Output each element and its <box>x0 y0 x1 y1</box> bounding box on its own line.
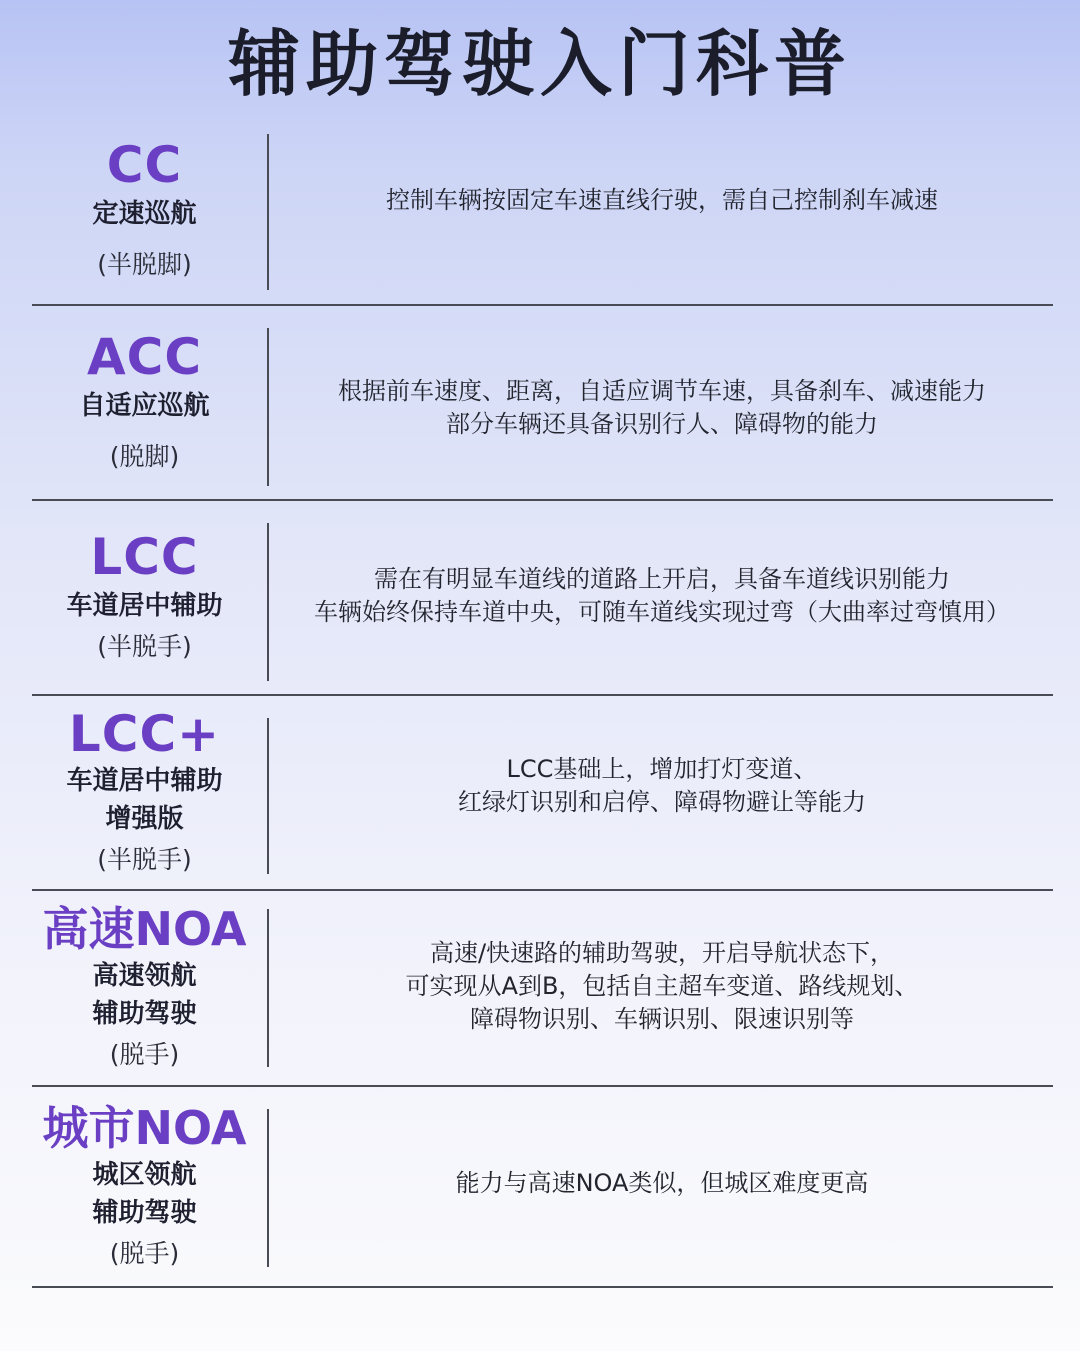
table-row-acc <box>32 306 1053 501</box>
column-divider <box>267 523 269 681</box>
hands-feet-mode: (脱手) <box>109 1040 180 1069</box>
column-divider <box>267 328 269 486</box>
feature-abbr: 城市NOA <box>42 1100 247 1155</box>
hands-feet-mode: (脱脚) <box>109 441 180 471</box>
hands-feet-mode: (半脱脚) <box>97 250 192 279</box>
table-row-lcc <box>32 501 1053 696</box>
feature-name: 高速领航 <box>92 961 197 991</box>
feature-table <box>32 112 1053 1288</box>
description-line: 可实现从A到B，包括自主超车变道、路线规划、 <box>405 971 919 1000</box>
column-divider <box>267 718 269 874</box>
feature-abbr: LCC+ <box>68 704 221 763</box>
feature-name: 辅助驾驶 <box>92 1197 197 1228</box>
row-label-cell <box>32 306 257 499</box>
feature-abbr: 高速NOA <box>42 902 247 956</box>
row-description-cell <box>257 501 1053 694</box>
row-description-cell <box>257 306 1053 499</box>
row-description-cell <box>257 891 1053 1085</box>
description-line: 障碍物识别、车辆识别、限速识别等 <box>470 1004 854 1033</box>
page-title: 辅助驾驶入门科普 <box>227 22 852 106</box>
feature-name: 增强版 <box>105 803 184 834</box>
hands-feet-mode: (半脱手) <box>97 631 192 661</box>
row-description-cell <box>257 1087 1053 1286</box>
column-divider <box>267 1109 269 1267</box>
row-label-cell <box>32 501 257 694</box>
feature-name: 车道居中辅助 <box>66 765 223 796</box>
hands-feet-mode: (半脱手) <box>97 844 192 874</box>
table-row-city-noa <box>32 1087 1053 1288</box>
description-line: 控制车辆按固定车速直线行驶，需自己控制刹车减速 <box>386 185 938 214</box>
row-label-cell <box>32 696 257 889</box>
feature-name: 自适应巡航 <box>79 390 210 421</box>
table-row-highway-noa <box>32 891 1053 1087</box>
feature-name: 定速巡航 <box>92 199 197 229</box>
table-row-cc <box>32 112 1053 306</box>
feature-abbr: CC <box>106 136 183 194</box>
row-description-cell <box>257 696 1053 889</box>
row-label-cell <box>32 112 257 304</box>
row-description-cell <box>257 112 1053 304</box>
description-line: 高速/快速路的辅助驾驶，开启导航状态下， <box>429 938 895 967</box>
feature-abbr: ACC <box>86 327 203 386</box>
feature-abbr: LCC <box>90 527 199 586</box>
row-label-cell <box>32 891 257 1085</box>
description-line: 需在有明显车道线的道路上开启，具备车道线识别能力 <box>374 564 950 593</box>
description-line: 红绿灯识别和启停、障碍物避让等能力 <box>458 787 866 816</box>
feature-name: 城区领航 <box>92 1159 197 1190</box>
feature-name: 车道居中辅助 <box>66 590 223 621</box>
row-label-cell <box>32 1087 257 1286</box>
description-line: LCC基础上，增加打灯变道、 <box>506 754 818 783</box>
table-row-lcc-plus <box>32 696 1053 891</box>
hands-feet-mode: (脱手) <box>109 1238 180 1268</box>
feature-name: 辅助驾驶 <box>92 999 197 1029</box>
column-divider <box>267 909 269 1067</box>
column-divider <box>267 134 269 290</box>
description-line: 能力与高速NOA类似，但城区难度更高 <box>455 1169 869 1197</box>
description-line: 车辆始终保持车道中央，可随车道线实现过弯（大曲率过弯慎用） <box>314 597 1010 626</box>
description-line: 部分车辆还具备识别行人、障碍物的能力 <box>446 409 878 438</box>
description-line: 根据前车速度、距离，自适应调节车速，具备刹车、减速能力 <box>338 376 986 405</box>
